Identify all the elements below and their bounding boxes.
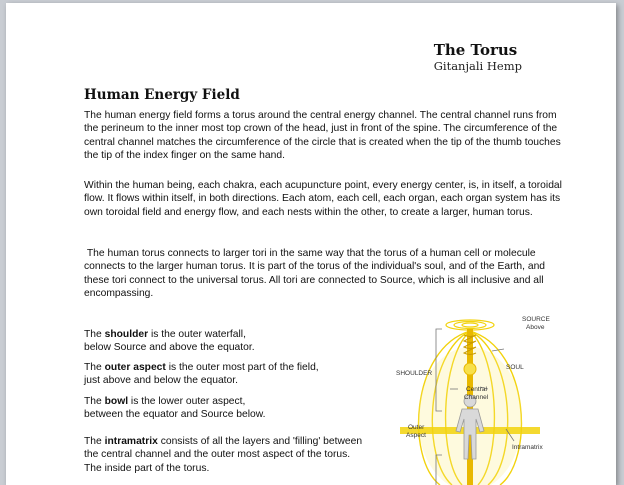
definition-term: shoulder [104, 329, 149, 340]
torus-diagram [380, 309, 580, 485]
definition-term: bowl [104, 396, 129, 407]
document-author: Gitanjali Hemp [433, 59, 522, 73]
label-soul: SOUL [506, 364, 524, 371]
label-shoulder: SHOULDER [396, 370, 433, 377]
definition-outer-aspect [84, 361, 384, 388]
label-central: Central [466, 386, 487, 393]
paragraph-3: The human torus connects to larger tori in the same way that the torus of a human cell or molecule connects to the larger human torus. It is part of the torus of the individual's soul, and of the Earth, and these tori connect to the universal torus. All tori are connected to Source, which is all inclusive and all encompassing. [84, 248, 548, 300]
definition-prefix: The [84, 329, 105, 340]
definition-text: is the outer waterfall, [148, 329, 246, 340]
label-source: SOURCE [522, 316, 550, 323]
label-outer: Outer [408, 424, 425, 431]
definition-line: below Source and above the equator. [84, 342, 255, 354]
definition-intramatrix [84, 435, 384, 475]
document-title: The Torus [433, 41, 518, 59]
definition-text: is the lower outer aspect, [128, 396, 246, 407]
definition-line: The inside part of the torus. [84, 462, 210, 474]
source-above-swirl [446, 320, 494, 330]
label-aspect: Aspect [406, 432, 426, 439]
definition-text: is the outer most part of the field, [165, 362, 319, 373]
definition-line: the central channel and the outer most aspect of the torus. [84, 449, 351, 461]
document-header [434, 41, 522, 74]
label-above: Above [526, 324, 545, 331]
definition-prefix: The [84, 436, 105, 447]
definition-term: intramatrix [104, 436, 158, 447]
definition-shoulder [84, 328, 384, 355]
soul-sphere [464, 363, 476, 375]
definition-line: just above and below the equator. [84, 375, 238, 387]
document-page [6, 3, 616, 485]
paragraph-1: The human energy field forms a torus around the central energy channel. The central channel runs from the perineum to the inner most top crown of the head, just in front of the spine. The circumference of the central channel matches the circumference of the circle that is created when the tip of the thumb touches the tip of the index finger on the same hand. [84, 110, 561, 162]
definition-prefix: The [84, 362, 105, 373]
definition-prefix: The [84, 396, 105, 407]
definition-bowl [84, 395, 384, 422]
definition-text: consists of all the layers and 'filling' between [157, 436, 363, 447]
section-heading: Human Energy Field [84, 87, 240, 103]
label-channel: Channel [464, 394, 489, 401]
definition-line: between the equator and Source below. [84, 409, 266, 421]
paragraph-2: Within the human being, each chakra, each acupuncture point, every energy center, is, in itself, a toroidal flow. It flows within itself, in both directions. Each atom, each cell, each organ, each organ system has its own toroidal field and energy flow, and each nests within the other, to create a larger, human torus. [84, 180, 562, 218]
label-intramatrix: Intramatrix [512, 444, 543, 451]
definition-term: outer aspect [104, 362, 166, 373]
